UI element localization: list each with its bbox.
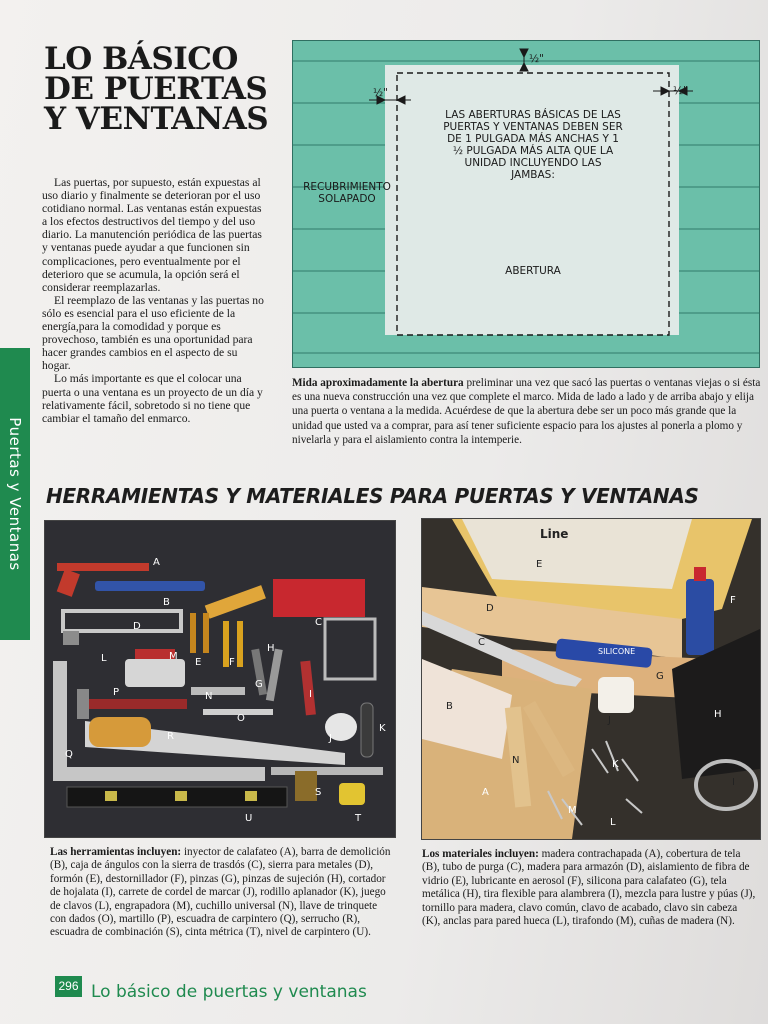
materials-caption [422,848,758,928]
intro-text [42,176,268,425]
running-footer: Lo básico de puertas y ventanas [91,982,367,1002]
material-label: K [612,759,619,770]
material-label: G [656,671,664,682]
tool-label: Q [65,749,73,760]
material-label: I [732,777,735,788]
opening-size-note: LAS ABERTURAS BÁSICAS DE LAS PUERTAS Y VENTANAS DEBEN SER DE 1 PULGADA MÁS ANCHAS Y 1 ½ PULGADA MÁS ALTA QUE LA UNIDAD INCLUYENDO LAS JAMBAS: [443,109,623,181]
side-tab-label: Puertas y Ventanas [6,417,24,571]
tool-label: P [113,687,120,698]
material-label: M [568,805,577,816]
material-label: J [608,715,611,726]
material-label: N [512,755,520,766]
materials-caption-body: madera contrachapada (A), cobertura de tela (B), tubo de purga (C), madera para armazón (D), aislamiento de fibra de vidrio (E), lubricante en aerosol (F), silicona para calafateo (G), tela metálica (H), tira flexible para alambrera (I), mezcla para lustre y púas (J), tornillo para madera, clavo común, clavo de acabado, clavo sin cabeza (K), anclas para pared hueca (L), tirafondo (M), cuñas de madera (N). [422,848,756,928]
material-label: D [486,603,494,614]
diagram-caption [292,376,762,447]
insulation-brand-text: Line [540,527,569,541]
tools-caption [50,846,396,940]
tool-label: C [315,617,322,628]
tool-label: G [255,679,263,690]
opening-panel [385,65,679,335]
section-side-tab [0,348,30,640]
tool-label: D [133,621,141,632]
rough-opening-diagram [292,40,760,368]
material-label: C [478,637,485,648]
intro-paragraph: Las puertas, por supuesto, están expuestas al uso diario y finalmente se deterioran por el uso cotidiano normal. Las ventanas están expuestas a los efectos destructivos del tiempo y del uso diario. La manutención periódica de las puertas y ventanas puede ayudar a que funcionen sin complicaciones, pero eventualmente por el deterioro que se acumula, la opción será el considerar reemplazarlas. [42,176,262,294]
tool-label: K [379,723,386,734]
tool-label: O [237,713,245,724]
material-label: E [536,559,543,570]
page-number: 296 [55,976,82,997]
dim-left-label: ½" [373,87,389,99]
materials-caption-lead: Los materiales incluyen: [422,848,539,860]
silicone-tube-text: SILICONE [598,647,636,656]
material-label: H [714,709,722,720]
materials-illustration [422,519,760,839]
material-label: F [730,595,736,606]
tool-label: J [329,733,332,744]
tool-label: N [205,691,213,702]
tool-label: U [245,813,253,824]
page-title: LO BÁSICO DE PUERTAS Y VENTANAS [44,41,269,137]
dim-top-label: ½" [529,53,545,65]
tool-label: H [267,643,275,654]
material-label: A [482,787,489,798]
tools-caption-body: inyector de calafateo (A), barra de demolición (B), caja de ángulos con la sierra de trasdós (C), sierra para metales (D), formón (E), destornillador (F), pinzas (G), pinzas de sujeción (H), cortador de hojalata (I), carrete de cordel de marcar (J), rodillo aplanador (K), juego de clavos (L), engrapadora (M), cuchillo universal (N), llave de trinquete con dados (O), martillo (P), escuadra de carpintero (Q), serrucho (R), escuadra de combinación (S), cinta métrica (T), nivel de carpintero (U). [50,846,391,939]
section-title: HERRAMIENTAS Y MATERIALES PARA PUERTAS Y VENTANAS [46,484,699,508]
material-label: L [610,817,616,828]
tool-label: M [169,651,178,662]
tool-label: R [167,731,174,742]
tool-label: E [195,657,202,668]
tools-illustration [45,521,395,837]
tools-caption-lead: Las herramientas incluyen: [50,846,182,858]
tool-label: I [309,689,312,700]
diagram-caption-lead: Mida aproximadamente la abertura [292,377,464,389]
opening-label: ABERTURA [505,265,561,277]
intro-paragraph: El reemplazo de las ventanas y las puertas no sólo es esencial para el uso eficiente de la energía,para la comodidad y porque es provechoso, también es una oportunidad para hacer grandes cambios en el aspecto de su hogar. [42,293,264,373]
tool-label: T [355,813,362,824]
tools-photo [44,520,396,838]
tool-label: F [229,657,235,668]
tool-label: A [153,557,160,568]
intro-paragraph: Lo más importante es que el colocar una puerta o una ventana es un proyecto de un día y relativamente fácil, sobretodo si no tiene que cambiar el tamaño del enmarco. [42,372,263,425]
tool-label: L [101,653,107,664]
diagram-caption-body: preliminar una vez que sacó las puertas o ventanas viejas o si ésta es una nueva construcción una vez que complete el marco. Mida de lado a lado y de arriba abajo y elija una puerta o ventana a la medida. Acuérdese de que la abertura debe ser un poco más grande que la unidad que usted va a comprar, para así tener suficiente espacio para los ajustes al ponerla a plomo y nivelarla y para el aislamiento contra la intemperie. [292,377,761,446]
overlap-label: RECUBRIMIENTO SOLAPADO [303,181,391,205]
material-label: B [446,701,453,712]
dim-right-label: ½" [673,85,689,97]
tool-label: B [163,597,170,608]
materials-photo [421,518,761,840]
tool-label: S [315,787,322,798]
